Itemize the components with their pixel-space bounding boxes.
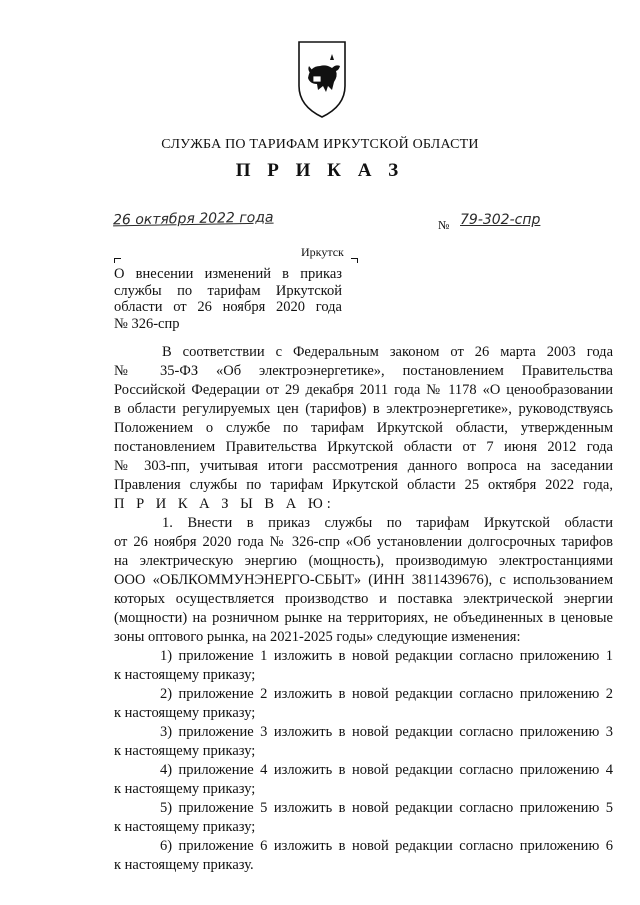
handwritten-document-number: 79-302-спр (460, 212, 541, 228)
item1-line: от 26 ноября 2020 года № 326-спр «Об установлении долгосрочных тарифов (114, 534, 613, 550)
subject-bracket-left (114, 258, 121, 263)
city-name: Иркутск (301, 245, 344, 259)
agency-name: СЛУЖБА ПО ТАРИФАМ ИРКУТСКОЙ ОБЛАСТИ (161, 137, 479, 152)
item1-line: на электрическую энергию (мощность), производимую электростанциями (114, 553, 613, 569)
subject-line: О внесении изменений в приказ (114, 266, 342, 282)
order-body (114, 343, 613, 875)
item1-line: зоны оптового рынка, на 2021-2025 годы» следующие изменения: (114, 629, 521, 645)
item1-line: (мощности) на розничном рынке на территориях, не объединенных в ценовые (114, 610, 613, 626)
handwritten-date: 26 октября 2022 года (112, 209, 274, 229)
preamble-line: постановлением Правительства Иркутской области от 7 июня 2012 года (114, 439, 613, 455)
subitem-line: к настоящему приказу; (114, 705, 256, 721)
subitem-line: 3) приложение 3 изложить в новой редакции согласно приложению 3 (160, 724, 613, 740)
preamble-line: Правления службы по тарифам Иркутской области 25 октября 2022 года, (114, 477, 613, 493)
subject-bracket-right (351, 258, 358, 263)
item1-line: которых осуществляется производство и поставка электрической энергии (114, 591, 613, 607)
subitem-line: 4) приложение 4 изложить в новой редакции согласно приложению 4 (160, 762, 613, 778)
subitem-line: к настоящему приказу; (114, 819, 256, 835)
subitem-line: 5) приложение 5 изложить в новой редакции согласно приложению 5 (160, 800, 613, 816)
order-subject (114, 266, 342, 332)
subitem-line: 2) приложение 2 изложить в новой редакции согласно приложению 2 (160, 686, 613, 702)
preamble-line: Российской Федерации от 29 декабря 2011 года № 1178 «О ценообразовании (114, 382, 613, 398)
subject-line: области от 26 ноября 2020 года (114, 299, 342, 315)
preamble-line: Положением о службе по тарифам Иркутской области, утвержденным (114, 420, 613, 436)
subject-line: службы по тарифам Иркутской (114, 282, 342, 299)
subject-line: № 326-спр (114, 315, 180, 332)
subitem-line: 1) приложение 1 изложить в новой редакции согласно приложению 1 (160, 648, 613, 664)
preamble-line: № 35-ФЗ «Об электроэнергетике», постановлением Правительства (114, 363, 613, 379)
number-label: № (438, 218, 450, 232)
coat-of-arms-emblem (296, 40, 348, 120)
document-type-title: П Р И К А З (235, 160, 405, 181)
preamble-line: в области регулируемых цен (тарифов) в электроэнергетике», руководствуясь (114, 401, 613, 417)
subitem-line: к настоящему приказу. (114, 857, 254, 873)
subitem-line: к настоящему приказу; (114, 743, 256, 759)
order-word: П Р И К А З Ы В А Ю: (114, 496, 335, 512)
subitem-line: 6) приложение 6 изложить в новой редакции согласно приложению 6 (160, 838, 613, 854)
item1-line: 1. Внести в приказ службы по тарифам Иркутской области (162, 515, 613, 531)
subitem-line: к настоящему приказу; (114, 781, 256, 797)
subitem-line: к настоящему приказу; (114, 667, 256, 683)
item1-line: ООО «ОБЛКОММУНЭНЕРГО-СБЫТ» (ИНН 3811439676), с использованием (114, 572, 613, 588)
preamble-line: В соответствии с Федеральным законом от 26 марта 2003 года (162, 344, 613, 360)
preamble-line: № 303-пп, учитывая итоги рассмотрения данного вопроса на заседании (114, 458, 613, 474)
